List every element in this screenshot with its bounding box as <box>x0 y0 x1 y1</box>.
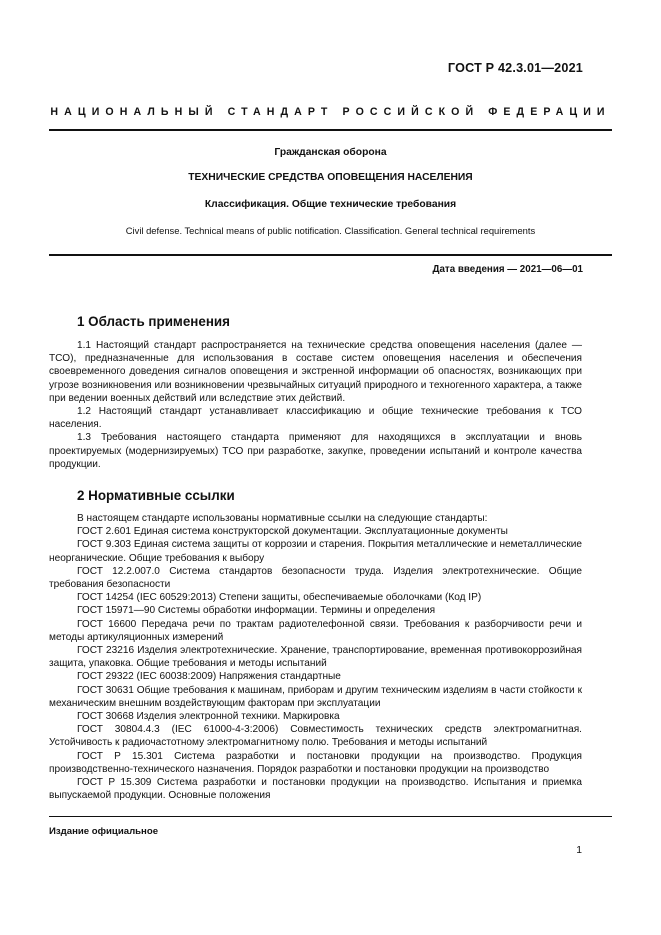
official-edition-label: Издание официальное <box>49 826 159 837</box>
reference-item: ГОСТ 14254 (IEC 60529:2013) Степени защиты, обеспечиваемые оболочками (Код IP) <box>77 592 482 604</box>
reference-item: ГОСТ 23216 Изделия электротехнические. Хранение, транспортирование, временная противокоррозийная защита, упаковка. Общие требования и методы испытаний <box>49 645 582 670</box>
title-rule <box>49 254 612 256</box>
reference-item: ГОСТ Р 15.301 Система разработки и постановки продукции на производство. Продукция производственно-технического назначения. Порядок разработки и постановки продукции на производство <box>49 750 582 775</box>
page-number: 1 <box>576 845 582 856</box>
reference-item: ГОСТ 30668 Изделия электронной техники. Маркировка <box>77 711 340 723</box>
section-1-body <box>49 339 582 471</box>
section-1-title: 1 Область применения <box>77 314 230 329</box>
reference-item: ГОСТ Р 15.309 Система разработки и постановки продукции на производство. Испытания и приемка выпускаемой продукции. Основные положения <box>49 777 582 802</box>
reference-item: ГОСТ 12.2.007.0 Система стандартов безопасности труда. Изделия электротехнические. Общие требования безопасности <box>49 565 582 591</box>
title-subtitle: Классификация. Общие технические требования <box>204 199 457 210</box>
reference-item: ГОСТ 2.601 Единая система конструкторской документации. Эксплуатационные документы <box>77 526 508 538</box>
effective-date: Дата введения — 2021—06—01 <box>432 264 583 275</box>
title-civil-defense: Гражданская оборона <box>274 147 387 158</box>
title-english: Civil defense. Technical means of public notification. Classification. General technical requirements <box>125 225 536 236</box>
paragraph-1-1: 1.1 Настоящий стандарт распространяется на технические средства оповещения населения (далее — ТСО), предназначенные для использования в составе систем оповещения населения и обеспечения своевременного доведения сигналов оповещения и экстренной информации об опасностях, возникающих при угрозе возникновения или возникновении чрезвычайных ситуаций природного и техногенного характера, а также при ведении военных действий или вследствие этих действий. <box>49 340 582 404</box>
footer-rule <box>49 816 612 817</box>
document-number: ГОСТ Р 42.3.01—2021 <box>447 61 583 75</box>
header-rule <box>49 129 612 131</box>
section-2-title: 2 Нормативные ссылки <box>77 488 235 503</box>
reference-item: ГОСТ 9.303 Единая система защиты от коррозии и старения. Покрытия металлические и неметаллические неорганические. Общие требования к выбору <box>49 539 582 564</box>
reference-item: ГОСТ 30804.4.3 (IEC 61000-4-3:2006) Совместимость технических средств электромагнитная. Устойчивость к радиочастотному электромагнитному полю. Требования и методы испытаний <box>49 724 582 749</box>
reference-item: ГОСТ 30631 Общие требования к машинам, приборам и другим техническим изделиям в части стойкости к механическим внешним воздействующим факторам при эксплуатации <box>49 684 582 709</box>
reference-item: ГОСТ 16600 Передача речи по трактам радиотелефонной связи. Требования к разборчивости речи и методы артикуляционных измерений <box>49 618 582 643</box>
paragraph-1-2: 1.2 Настоящий стандарт устанавливает классификацию и общие технические требования к ТСО населения. <box>49 406 582 431</box>
paragraph-1-3: 1.3 Требования настоящего стандарта применяют для находящихся в эксплуатации и вновь проектируемых (модернизируемых) ТСО при разработке, закупке, проведении испытаний и контроле качества продукции. <box>49 432 582 470</box>
reference-item: ГОСТ 15971—90 Системы обработки информации. Термины и определения <box>77 605 436 617</box>
references-intro: В настоящем стандарте использованы нормативные ссылки на следующие стандарты: <box>77 513 488 524</box>
title-main: ТЕХНИЧЕСКИЕ СРЕДСТВА ОПОВЕЩЕНИЯ НАСЕЛЕНИЯ <box>188 172 473 183</box>
national-standard-title: НАЦИОНАЛЬНЫЙ СТАНДАРТ РОССИЙСКОЙ ФЕДЕРАЦИИ <box>50 106 611 118</box>
section-2-body <box>49 512 582 802</box>
reference-item: ГОСТ 29322 (IEC 60038:2009) Напряжения стандартные <box>77 671 341 683</box>
